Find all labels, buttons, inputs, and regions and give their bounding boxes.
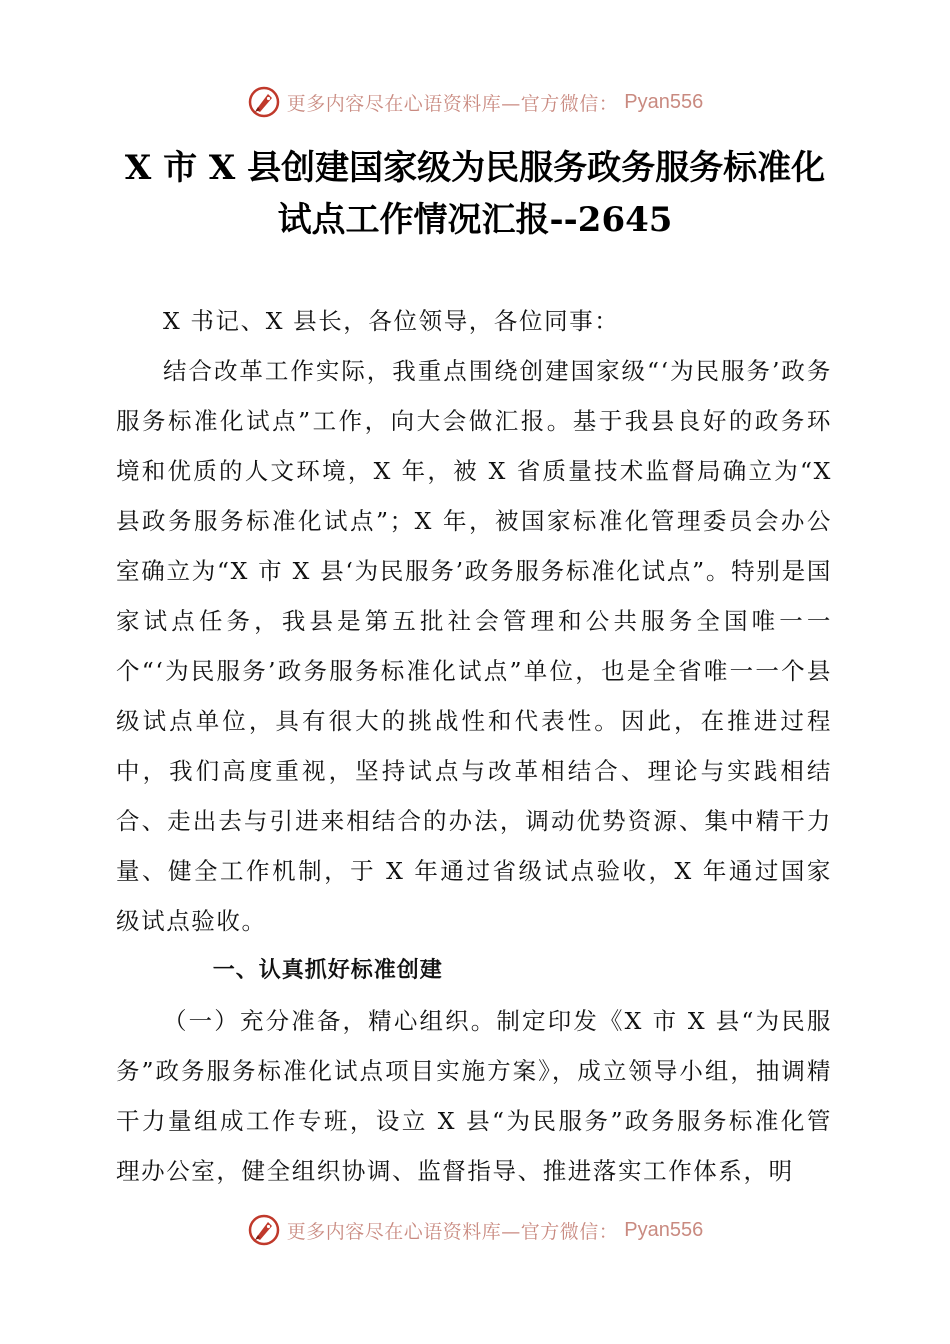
watermark-wechat-id: Pyan556 — [624, 90, 704, 113]
watermark-header — [0, 82, 950, 122]
watermark-text: 更多内容尽在心语资料库—官方微信： — [286, 92, 619, 115]
document-title-line-2: 试点工作情况汇报--2645 — [277, 200, 673, 240]
section-heading-1: 一、认真抓好标准创建 — [212, 958, 443, 983]
pen-nib-logo-icon — [247, 85, 281, 119]
intro-paragraph: 结合改革工作实际，我重点围绕创建国家级“‘为民服务’政务服务标准化试点”工作，向大会做汇报。基于我县良好的政务环境和优质的人文环境，X 年，被 X 省质量技术监督局确立为“X 县政务服务标准化试点”；X 年，被国家标准化管理委员会办公室确立为“X 市 X 县‘为民服务’政务服务标准化试点”。特别是国家试点任务，我县是第五批社会管理和公共服务全国唯一一个“‘为民服务’政务服务标准化试点”单位，也是全省唯一一个县级试点单位，具有很大的挑战性和代表性。因此，在推进过程中，我们高度重视，坚持试点与改革相结合、理论与实践相结合、走出去与引进来相结合的办法，调动优势资源、集中精干力量、健全工作机制，于 X 年通过省级试点验收，X 年通过国家级试点验收。 — [116, 357, 832, 935]
document-title — [80, 142, 870, 246]
salutation: X 书记、X 县长，各位领导，各位同事： — [163, 307, 620, 335]
section-1-paragraph: （一）充分准备，精心组织。制定印发《X 市 X 县“为民服务”政务服务标准化试点项目实施方案》，成立领导小组，抽调精干力量组成工作专班，设立 X 县“为民服务”政务服务标准化管理办公室，健全组织协调、监督指导、推进落实工作体系，明 — [116, 1007, 832, 1185]
document-body — [116, 296, 832, 1196]
pen-nib-logo-icon — [247, 1213, 281, 1247]
watermark-wechat-id: Pyan556 — [624, 1218, 704, 1241]
watermark-footer — [0, 1210, 950, 1250]
watermark-text: 更多内容尽在心语资料库—官方微信： — [286, 1220, 619, 1243]
document-title-line-1: X 市 X 县创建国家级为民服务政务服务标准化 — [124, 148, 826, 188]
